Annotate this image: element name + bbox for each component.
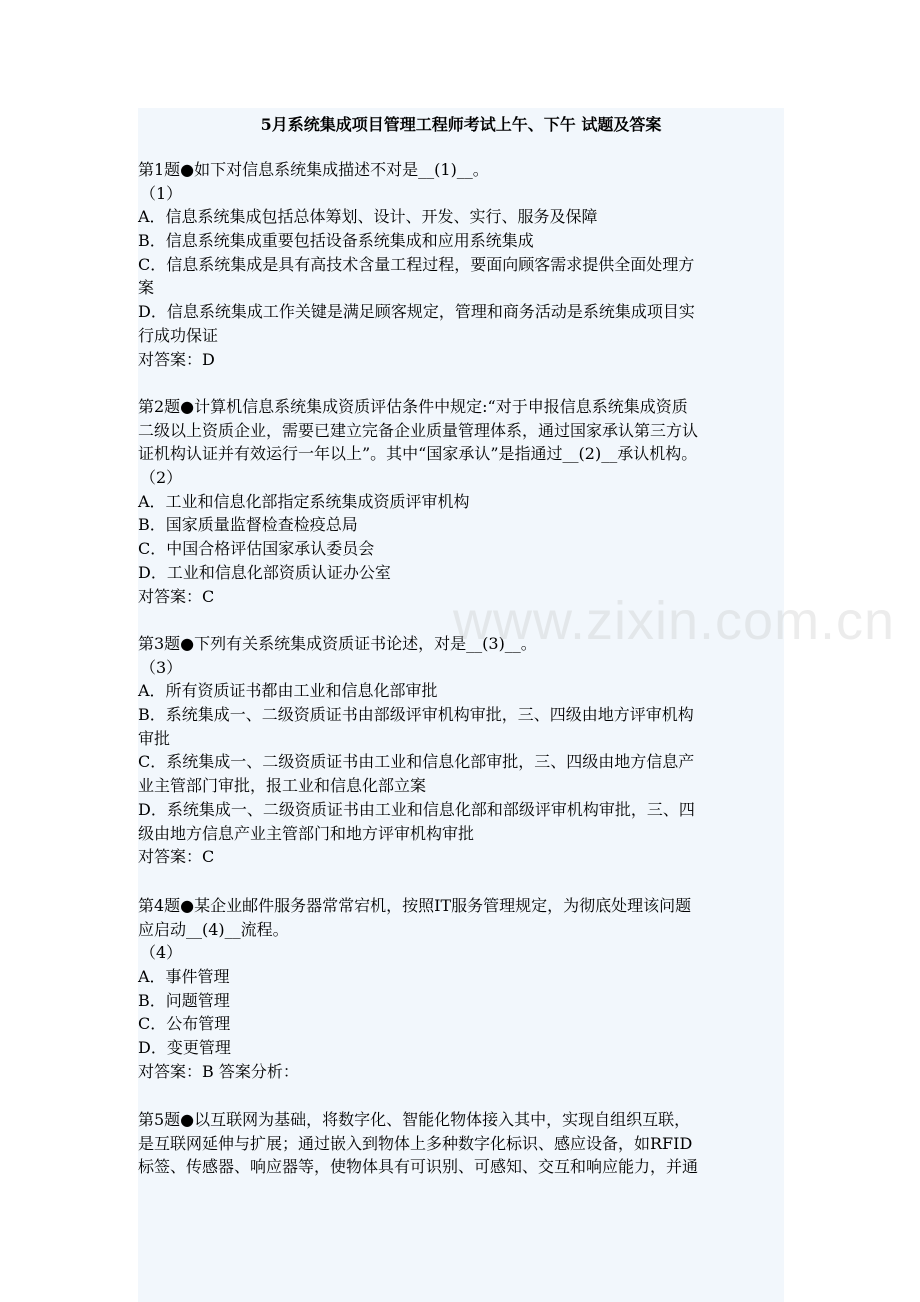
question-4-option-d: D．变更管理: [138, 1038, 231, 1058]
question-4-answer: 对答案：B 答案分析：: [138, 1061, 299, 1081]
question-3-blank: （3）: [140, 657, 183, 677]
question-3-option-c: C．系统集成一、二级资质证书由工业和信息化部审批，三、四级由地方信息产: [138, 752, 695, 772]
question-2-blank: （2）: [140, 468, 183, 488]
question-2-option-b: B．国家质量监督检查检疫总局: [138, 515, 358, 535]
question-5-stem-cont: 标签、传感器、响应器等，使物体具有可识别、可感知、交互和响应能力，并通: [138, 1157, 699, 1177]
question-4-option-c: C．公布管理: [138, 1014, 231, 1034]
question-4-option-a: A．事件管理: [138, 967, 230, 987]
question-2-option-a: A．工业和信息化部指定系统集成资质评审机构: [138, 491, 470, 511]
question-1-stem: 第1题●如下对信息系统集成描述不对是__(1)__。: [138, 160, 489, 179]
question-2-stem-cont: 证机构认证并有效运行一年以上”。其中“国家承认”是指通过__(2)__承认机构。: [138, 444, 698, 464]
question-3-option-b: B．系统集成一、二级资质证书由部级评审机构审批，三、四级由地方评审机构: [138, 705, 694, 725]
question-2-stem: 第2题●计算机信息系统集成资质评估条件中规定:“对于申报信息系统集成资质: [138, 397, 688, 416]
question-3-stem: 第3题●下列有关系统集成资质证书论述，对是__(3)__。: [138, 634, 537, 653]
question-5: [138, 1108, 784, 1179]
question-4: [138, 894, 784, 1084]
question-2-option-d: D．工业和信息化部资质认证办公室: [138, 562, 391, 582]
question-3-option-a: A．所有资质证书都由工业和信息化部审批: [138, 681, 438, 701]
question-4-option-b: B．问题管理: [138, 990, 230, 1010]
question-1-answer: 对答案：D: [138, 349, 215, 369]
question-1-blank: （1）: [140, 183, 183, 203]
document-title: 5月系统集成项目管理工程师考试上午、下午 试题及答案: [260, 115, 662, 134]
question-1-option-c: C．信息系统集成是具有高技术含量工程过程，要面向顾客需求提供全面处理方: [138, 254, 695, 274]
question-1-option-d-cont: 行成功保证: [138, 325, 219, 345]
question-3-option-d-cont: 级由地方信息产业主管部门和地方评审机构审批: [138, 823, 475, 843]
question-2-stem-cont: 二级以上资质企业，需要已建立完备企业质量管理体系，通过国家承认第三方认: [138, 420, 699, 440]
question-3-option-d: D．系统集成一、二级资质证书由工业和信息化部和部级评审机构审批，三、四: [138, 799, 695, 819]
question-5-stem-cont: 是互联网延伸与扩展；通过嵌入到物体上多种数字化标识、感应设备，如RFID: [138, 1133, 693, 1153]
question-4-stem-cont: 应启动__(4)__流程。: [138, 919, 289, 939]
question-1-option-d: D．信息系统集成工作关键是满足顾客规定，管理和商务活动是系统集成项目实: [138, 302, 695, 322]
question-4-stem: 第4题●某企业邮件服务器常常宕机，按照IT服务管理规定，为彻底处理该问题: [138, 896, 692, 915]
question-3-option-b-cont: 审批: [138, 728, 171, 748]
question-3-answer: 对答案：C: [138, 847, 215, 867]
question-1-option-a: A．信息系统集成包括总体筹划、设计、开发、实行、服务及保障: [138, 207, 598, 227]
question-3: [138, 632, 784, 869]
question-2: [138, 395, 784, 608]
question-1: [138, 158, 784, 371]
content-area: [138, 108, 784, 1302]
question-1-option-b: B．信息系统集成重要包括设备系统集成和应用系统集成: [138, 231, 534, 251]
question-3-option-c-cont: 业主管部门审批，报工业和信息化部立案: [138, 776, 427, 796]
question-2-answer: 对答案：C: [138, 586, 215, 606]
question-2-option-c: C．中国合格评估国家承认委员会: [138, 539, 375, 559]
question-5-stem: 第5题●以互联网为基础，将数字化、智能化物体接入其中，实现自组织互联，: [138, 1110, 691, 1129]
question-4-blank: （4）: [140, 943, 183, 963]
watermark: www.zixin.com.cn: [453, 591, 896, 651]
question-1-option-c-cont: 案: [138, 278, 155, 298]
